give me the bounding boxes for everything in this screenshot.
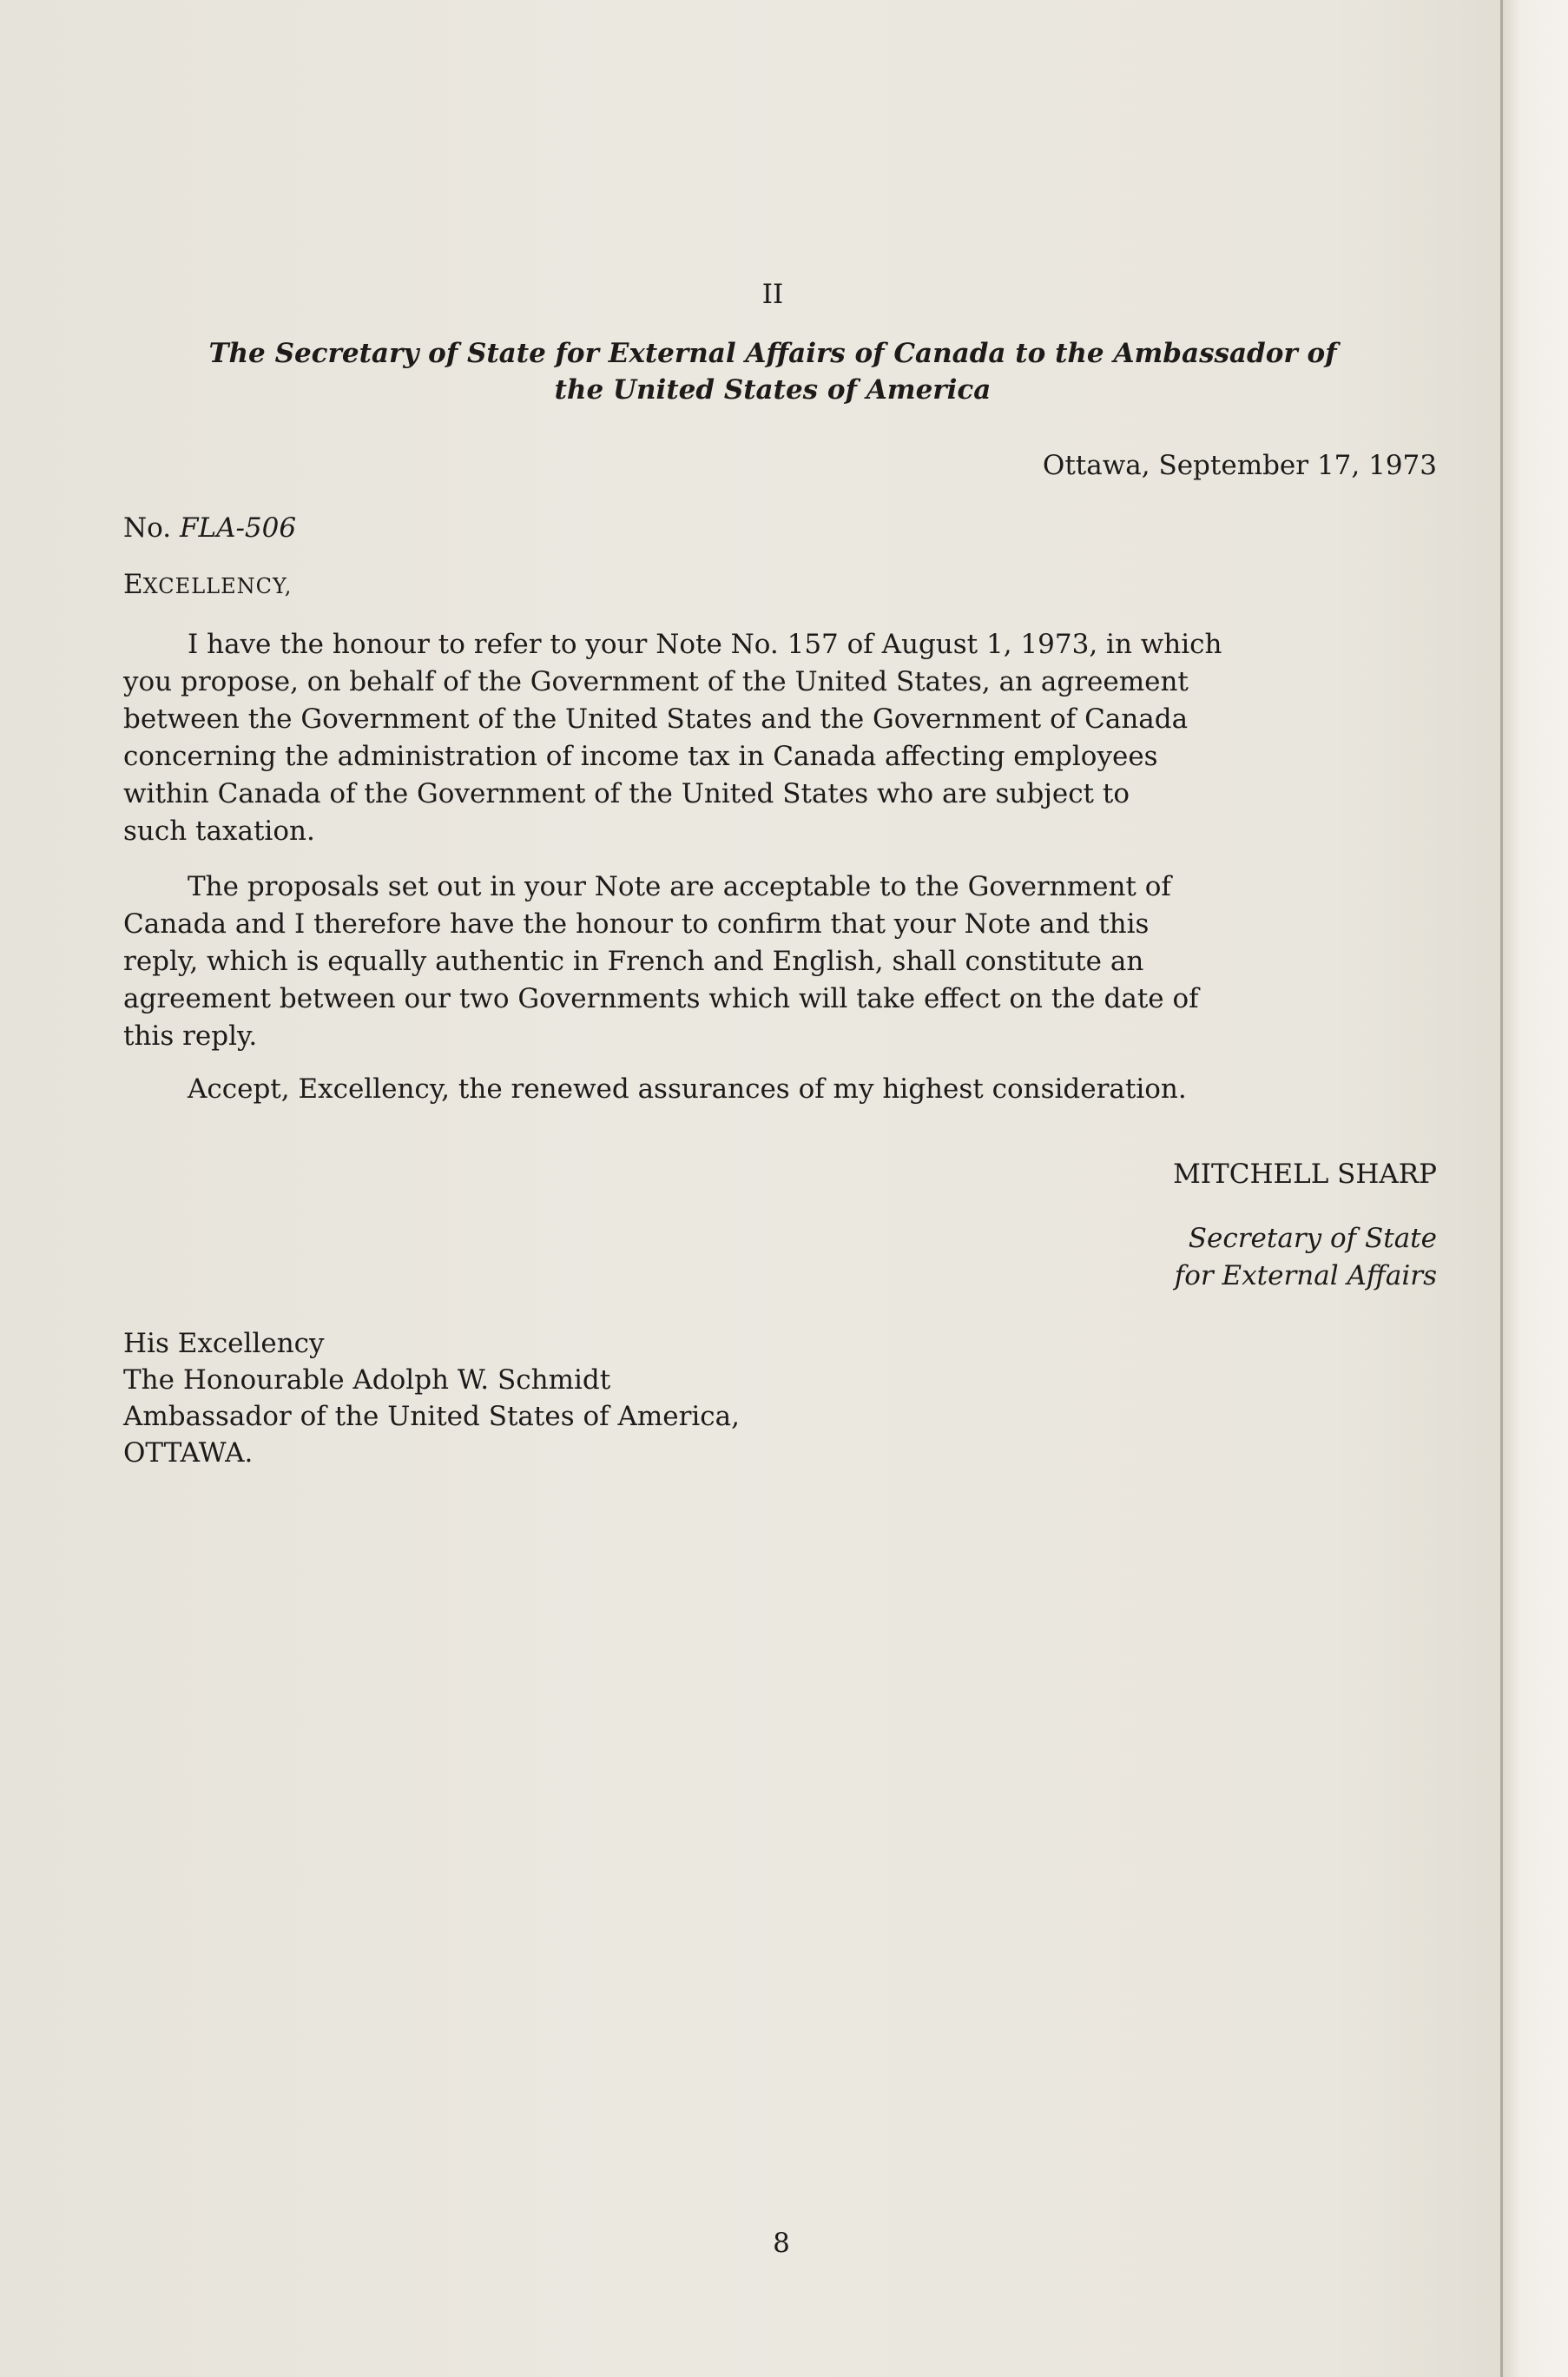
signatory-title-line-2: for External Affairs xyxy=(1174,1260,1437,1291)
heading-line-1: The Secretary of State for External Affairs of Canada to the Ambassador of xyxy=(208,338,1337,369)
binding-line xyxy=(1500,0,1503,2377)
section-number: II xyxy=(761,279,784,310)
addressee-line-1: His Excellency xyxy=(123,1328,325,1359)
signatory-name: MITCHELL SHARP xyxy=(1173,1159,1437,1190)
addressee-line-3: Ambassador of the United States of America, xyxy=(123,1401,741,1432)
addressee-line-2: The Honourable Adolph W. Schmidt xyxy=(123,1364,611,1396)
signatory-title-line-1: Secretary of State xyxy=(1188,1223,1437,1254)
place-date: Ottawa, September 17, 1973 xyxy=(1042,450,1437,481)
salutation-rest: XCELLENCY, xyxy=(142,574,293,598)
page-number: 8 xyxy=(773,2228,790,2259)
heading-line-2: the United States of America xyxy=(554,374,992,406)
note-number: FLA-506 xyxy=(179,512,297,544)
page-edge xyxy=(1500,0,1568,2377)
paragraph2-line-5: this reply. xyxy=(123,1020,258,1052)
addressee-line-4: OTTAWA. xyxy=(123,1437,254,1469)
paragraph2-line-1: The proposals set out in your Note are acceptable to the Government of xyxy=(188,871,1171,902)
salutation-initial: E xyxy=(123,569,143,600)
paragraph2-line-2: Canada and I therefore have the honour to confirm that your Note and this xyxy=(123,908,1150,940)
paragraph1-line-6: such taxation. xyxy=(123,815,315,847)
paragraph2-line-3: reply, which is equally authentic in French and English, shall constitute an xyxy=(123,946,1144,977)
salutation xyxy=(123,566,292,605)
note-prefix: No. xyxy=(123,512,172,544)
paragraph2-line-4: agreement between our two Governments which will take effect on the date of xyxy=(123,983,1199,1014)
closing-line: Accept, Excellency, the renewed assurances of my highest consideration. xyxy=(188,1073,1187,1105)
paragraph1-line-1: I have the honour to refer to your Note No. 157 of August 1, 1973, in which xyxy=(188,629,1222,660)
paragraph1-line-3: between the Government of the United States and the Government of Canada xyxy=(123,703,1189,735)
paragraph1-line-2: you propose, on behalf of the Government of the United States, an agreement xyxy=(123,666,1189,697)
paragraph1-line-5: within Canada of the Government of the United States who are subject to xyxy=(123,778,1130,809)
paragraph1-line-4: concerning the administration of income tax in Canada affecting employees xyxy=(123,741,1158,772)
note-number-line xyxy=(123,510,296,547)
